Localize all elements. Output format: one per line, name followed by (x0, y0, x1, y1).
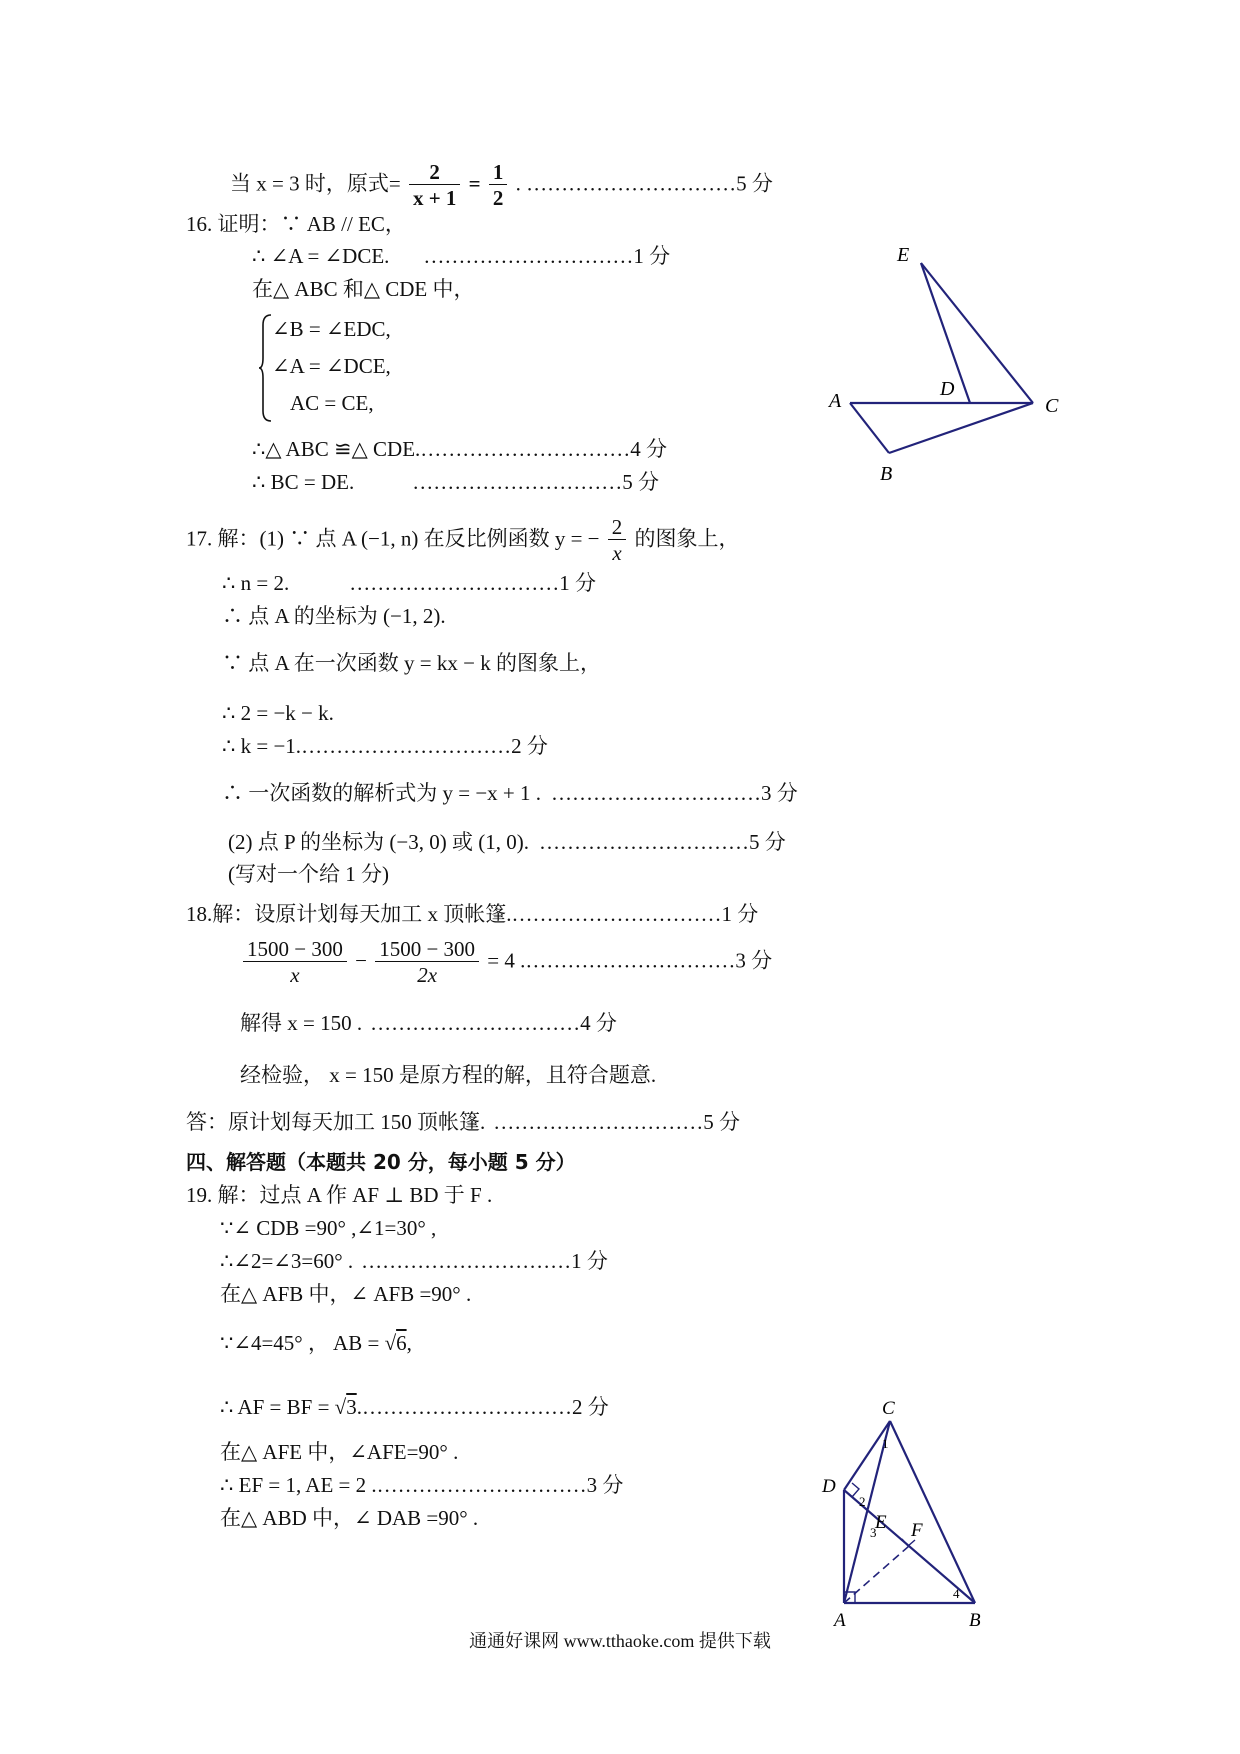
section-heading: 四、解答题（本题共 20 分，每小题 5 分） (186, 1150, 576, 1174)
triangle-figure-2 (815, 1390, 1005, 1630)
score: 3 分 (735, 948, 773, 973)
dots: ………………………… (412, 470, 623, 494)
triangle-figure-1 (820, 240, 1080, 490)
score: 1 分 (559, 571, 596, 595)
score: 4 分 (580, 1011, 617, 1035)
label-C: C (882, 1398, 895, 1419)
numerator: 2 (409, 160, 460, 185)
dots: ………………………… (493, 1110, 704, 1134)
equals: = 4 . (487, 948, 526, 973)
score: 5 分 (622, 470, 659, 494)
p17-line2: ∴ 点 A 的坐标为 (−1, 2). (222, 604, 446, 628)
text: 解得 x = 150 . (240, 1011, 363, 1035)
label-E: E (897, 244, 910, 266)
text: ∴ BC = DE. (252, 470, 355, 494)
p19-line8: 在△ ABD 中，∠ DAB =90° . (220, 1506, 479, 1530)
label-D: D (822, 1476, 836, 1497)
p19-line6: 在△ AFE 中，∠AFE=90° . (220, 1440, 459, 1464)
p17-line5 (222, 731, 548, 761)
minus: − (355, 948, 367, 973)
dots: ………………………… (420, 437, 631, 461)
p19-line3: 在△ AFB 中，∠ AFB =90° . (220, 1282, 472, 1306)
score: 5 分 (736, 171, 773, 196)
p16-line3 (252, 434, 667, 464)
fraction (375, 937, 479, 988)
p19-line7 (220, 1470, 623, 1500)
text: ∴ n = 2. (222, 571, 290, 595)
p17-line7 (228, 827, 786, 857)
dots: ………………………… (526, 171, 737, 196)
text: 18.解：设原计划每天加工 x 顶帐篷. (186, 902, 512, 926)
score: 3 分 (586, 1473, 624, 1497)
p18-answer (186, 1107, 740, 1137)
score: 1 分 (633, 244, 671, 268)
footer: 通通好课网 www.tthaoke.com 提供下载 (469, 1631, 771, 1651)
p19-line5 (220, 1392, 609, 1422)
angle-2: 2 (859, 1494, 866, 1509)
fraction (409, 160, 460, 211)
dots: ………………………… (370, 1011, 581, 1035)
line-value-at-x3 (230, 160, 773, 211)
label-C: C (1045, 395, 1059, 417)
sqrt-icon: √ (384, 1331, 397, 1355)
dots: ………………………… (361, 1395, 572, 1419)
score: 1 分 (721, 902, 759, 926)
text: ∴∠2=∠3=60° . (220, 1249, 354, 1273)
p18-equation (240, 937, 772, 988)
radicand: 3 (346, 1395, 357, 1419)
score: 2 分 (571, 1395, 609, 1419)
text: ∴ k = −1. (222, 734, 302, 758)
text: 的图象上， (634, 526, 740, 551)
angle-1: 1 (882, 1436, 889, 1451)
dots: ………………………… (301, 734, 512, 758)
p16-sys-3: AC = CE, (290, 391, 374, 415)
label-F: F (911, 1520, 923, 1541)
score: 5 分 (703, 1110, 740, 1134)
p18-line3: 经检验， x = 150 是原方程的解，且符合题意. (240, 1063, 657, 1087)
p17-line4: ∴ 2 = −k − k. (222, 701, 334, 725)
score: 1 分 (571, 1249, 608, 1273)
p17-line3: ∵ 点 A 在一次函数 y = kx − k 的图象上， (222, 651, 601, 675)
p16-sys-1: ∠B = ∠EDC, (272, 317, 391, 341)
numerator: 2 (608, 515, 627, 540)
sqrt-icon: √ (334, 1395, 347, 1419)
p17-line1 (222, 568, 596, 598)
text: (2) 点 P 的坐标为 (−3, 0) 或 (1, 0). (228, 830, 529, 854)
text: ∴ EF = 1, AE = 2 . (220, 1473, 377, 1497)
brace-icon (258, 313, 272, 423)
denominator: 2x (417, 963, 438, 987)
score: 5 分 (748, 830, 786, 854)
dots: ………………………… (525, 948, 736, 973)
p16-sys-2: ∠A = ∠DCE, (272, 354, 391, 378)
text: 当 x = 3 时，原式= (230, 171, 401, 196)
text: ∴ AF = BF = (220, 1395, 335, 1419)
text: ∴ 一次函数的解析式为 y = −x + 1 . (222, 781, 542, 805)
p16-head: 16. 证明：∵ AB // EC， (186, 212, 406, 236)
label-B: B (969, 1610, 981, 1630)
p18-head (186, 899, 758, 929)
denominator: 2 (492, 186, 504, 210)
dots: ………………………… (349, 571, 560, 595)
text: ∴ ∠A = ∠DCE. (252, 244, 390, 268)
denominator: x (612, 541, 622, 565)
label-D: D (940, 378, 955, 400)
score: 2 分 (511, 734, 548, 758)
dots: ………………………… (376, 1473, 587, 1497)
equals: = (468, 171, 481, 196)
fraction (243, 937, 347, 988)
p17-line8: (写对一个给 1 分) (228, 862, 389, 886)
p17-head (186, 515, 740, 566)
text: 答：原计划每天加工 150 顶帐篷. (186, 1110, 486, 1134)
score: 4 分 (630, 437, 668, 461)
dots: ………………………… (511, 902, 722, 926)
p17-line6 (222, 778, 798, 808)
text: 17. 解：(1) ∵ 点 A (−1, n) 在反比例函数 y = − (186, 526, 600, 551)
period: . (515, 171, 521, 196)
label-B: B (880, 463, 893, 485)
p19-line4 (220, 1328, 412, 1358)
label-A: A (834, 1610, 846, 1630)
score: 3 分 (761, 781, 798, 805)
p16-line2: 在△ ABC 和△ CDE 中， (252, 277, 475, 301)
dots: ………………………… (538, 830, 749, 854)
p16-line4 (252, 467, 659, 497)
dots: ………………………… (361, 1249, 572, 1273)
dots: ………………………… (423, 244, 634, 268)
denominator: x (290, 963, 300, 987)
fraction (608, 515, 627, 566)
p16-line1 (252, 241, 670, 271)
angle-3: 3 (870, 1525, 877, 1540)
label-E: E (875, 1512, 887, 1533)
angle-4: 4 (953, 1586, 960, 1601)
text: . (356, 1395, 362, 1419)
p19-line1: ∵∠ CDB =90° ,∠1=30° , (220, 1216, 437, 1240)
p18-line2 (240, 1008, 617, 1038)
denominator: x + 1 (412, 186, 457, 210)
p19-head: 19. 解：过点 A 作 AF ⊥ BD 于 F . (186, 1183, 493, 1207)
p19-line2 (220, 1246, 608, 1276)
text: , (406, 1331, 412, 1355)
fraction (489, 160, 508, 211)
text: ∵∠4=45° ， AB = (220, 1331, 385, 1355)
dots: ………………………… (551, 781, 762, 805)
numerator: 1500 − 300 (243, 937, 347, 962)
label-A: A (829, 390, 842, 412)
numerator: 1500 − 300 (375, 937, 479, 962)
radicand: 6 (396, 1331, 407, 1355)
numerator: 1 (489, 160, 508, 185)
text: ∴△ ABC ≌△ CDE. (252, 437, 421, 461)
